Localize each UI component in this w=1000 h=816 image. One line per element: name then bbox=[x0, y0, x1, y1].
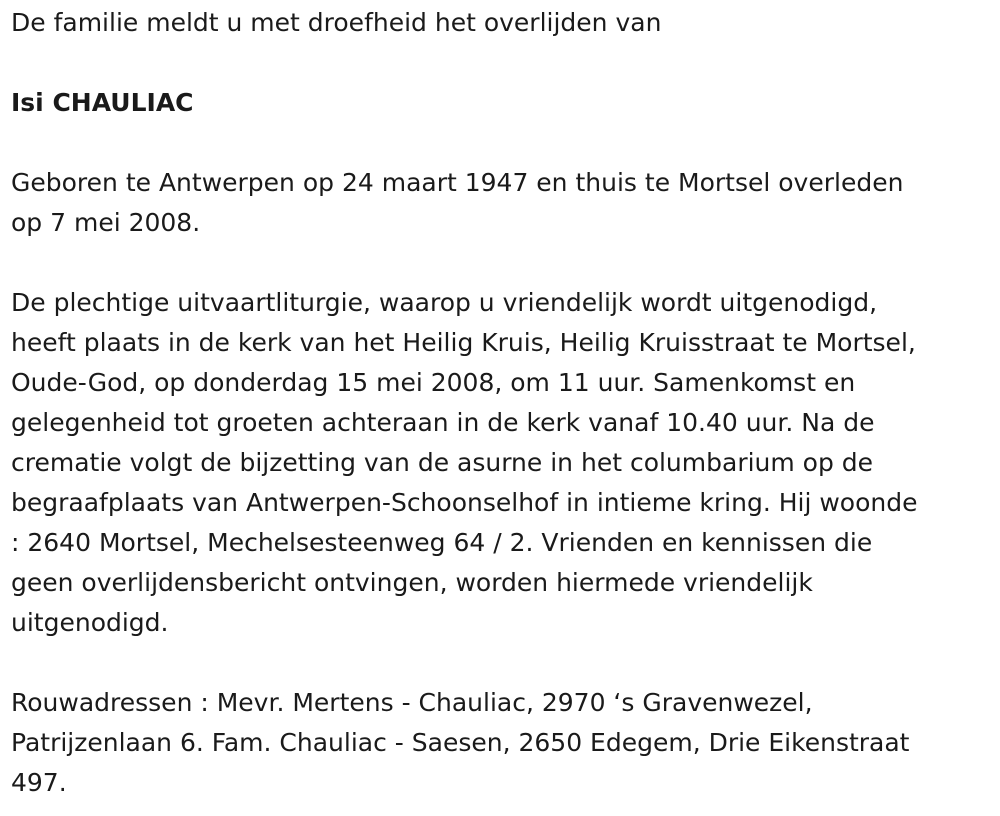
ceremony-line: De plechtige uitvaartliturgie, waarop u vriendelijk wordt uitgenodigd, bbox=[11, 288, 878, 317]
ceremony-line: heeft plaats in de kerk van het Heilig Kruis, Heilig Kruisstraat te Mortsel, bbox=[11, 328, 916, 357]
ceremony-line: uitgenodigd. bbox=[11, 608, 169, 637]
ceremony-line: begraafplaats van Antwerpen-Schoonselhof in intieme kring. Hij woonde bbox=[11, 488, 918, 517]
intro-line: De familie meldt u met droefheid het overlijden van bbox=[11, 8, 662, 37]
birth-line-2: op 7 mei 2008. bbox=[11, 208, 201, 237]
ceremony-line: geen overlijdensbericht ontvingen, worden hiermede vriendelijk bbox=[11, 568, 813, 597]
ceremony-line: crematie volgt de bijzetting van de asurne in het columbarium op de bbox=[11, 448, 874, 477]
address-line: Rouwadressen : Mevr. Mertens - Chauliac, 2970 ‘s Gravenwezel, bbox=[11, 688, 813, 717]
address-line: 497. bbox=[11, 768, 67, 797]
deceased-name-text: Isi CHAULIAC bbox=[11, 88, 194, 117]
ceremony-paragraph bbox=[11, 283, 991, 643]
birth-death-paragraph bbox=[11, 163, 991, 243]
address-line: Patrijzenlaan 6. Fam. Chauliac - Saesen, 2650 Edegem, Drie Eikenstraat bbox=[11, 728, 910, 757]
ceremony-line: : 2640 Mortsel, Mechelsesteenweg 64 / 2. Vrienden en kennissen die bbox=[11, 528, 873, 557]
deceased-name bbox=[11, 83, 991, 123]
birth-line-1: Geboren te Antwerpen op 24 maart 1947 en thuis te Mortsel overleden bbox=[11, 168, 904, 197]
mourning-addresses-paragraph bbox=[11, 683, 991, 803]
ceremony-line: Oude-God, op donderdag 15 mei 2008, om 11 uur. Samenkomst en bbox=[11, 368, 856, 397]
ceremony-line: gelegenheid tot groeten achteraan in de kerk vanaf 10.40 uur. Na de bbox=[11, 408, 875, 437]
intro-text bbox=[11, 3, 991, 43]
obituary-notice bbox=[11, 3, 991, 803]
